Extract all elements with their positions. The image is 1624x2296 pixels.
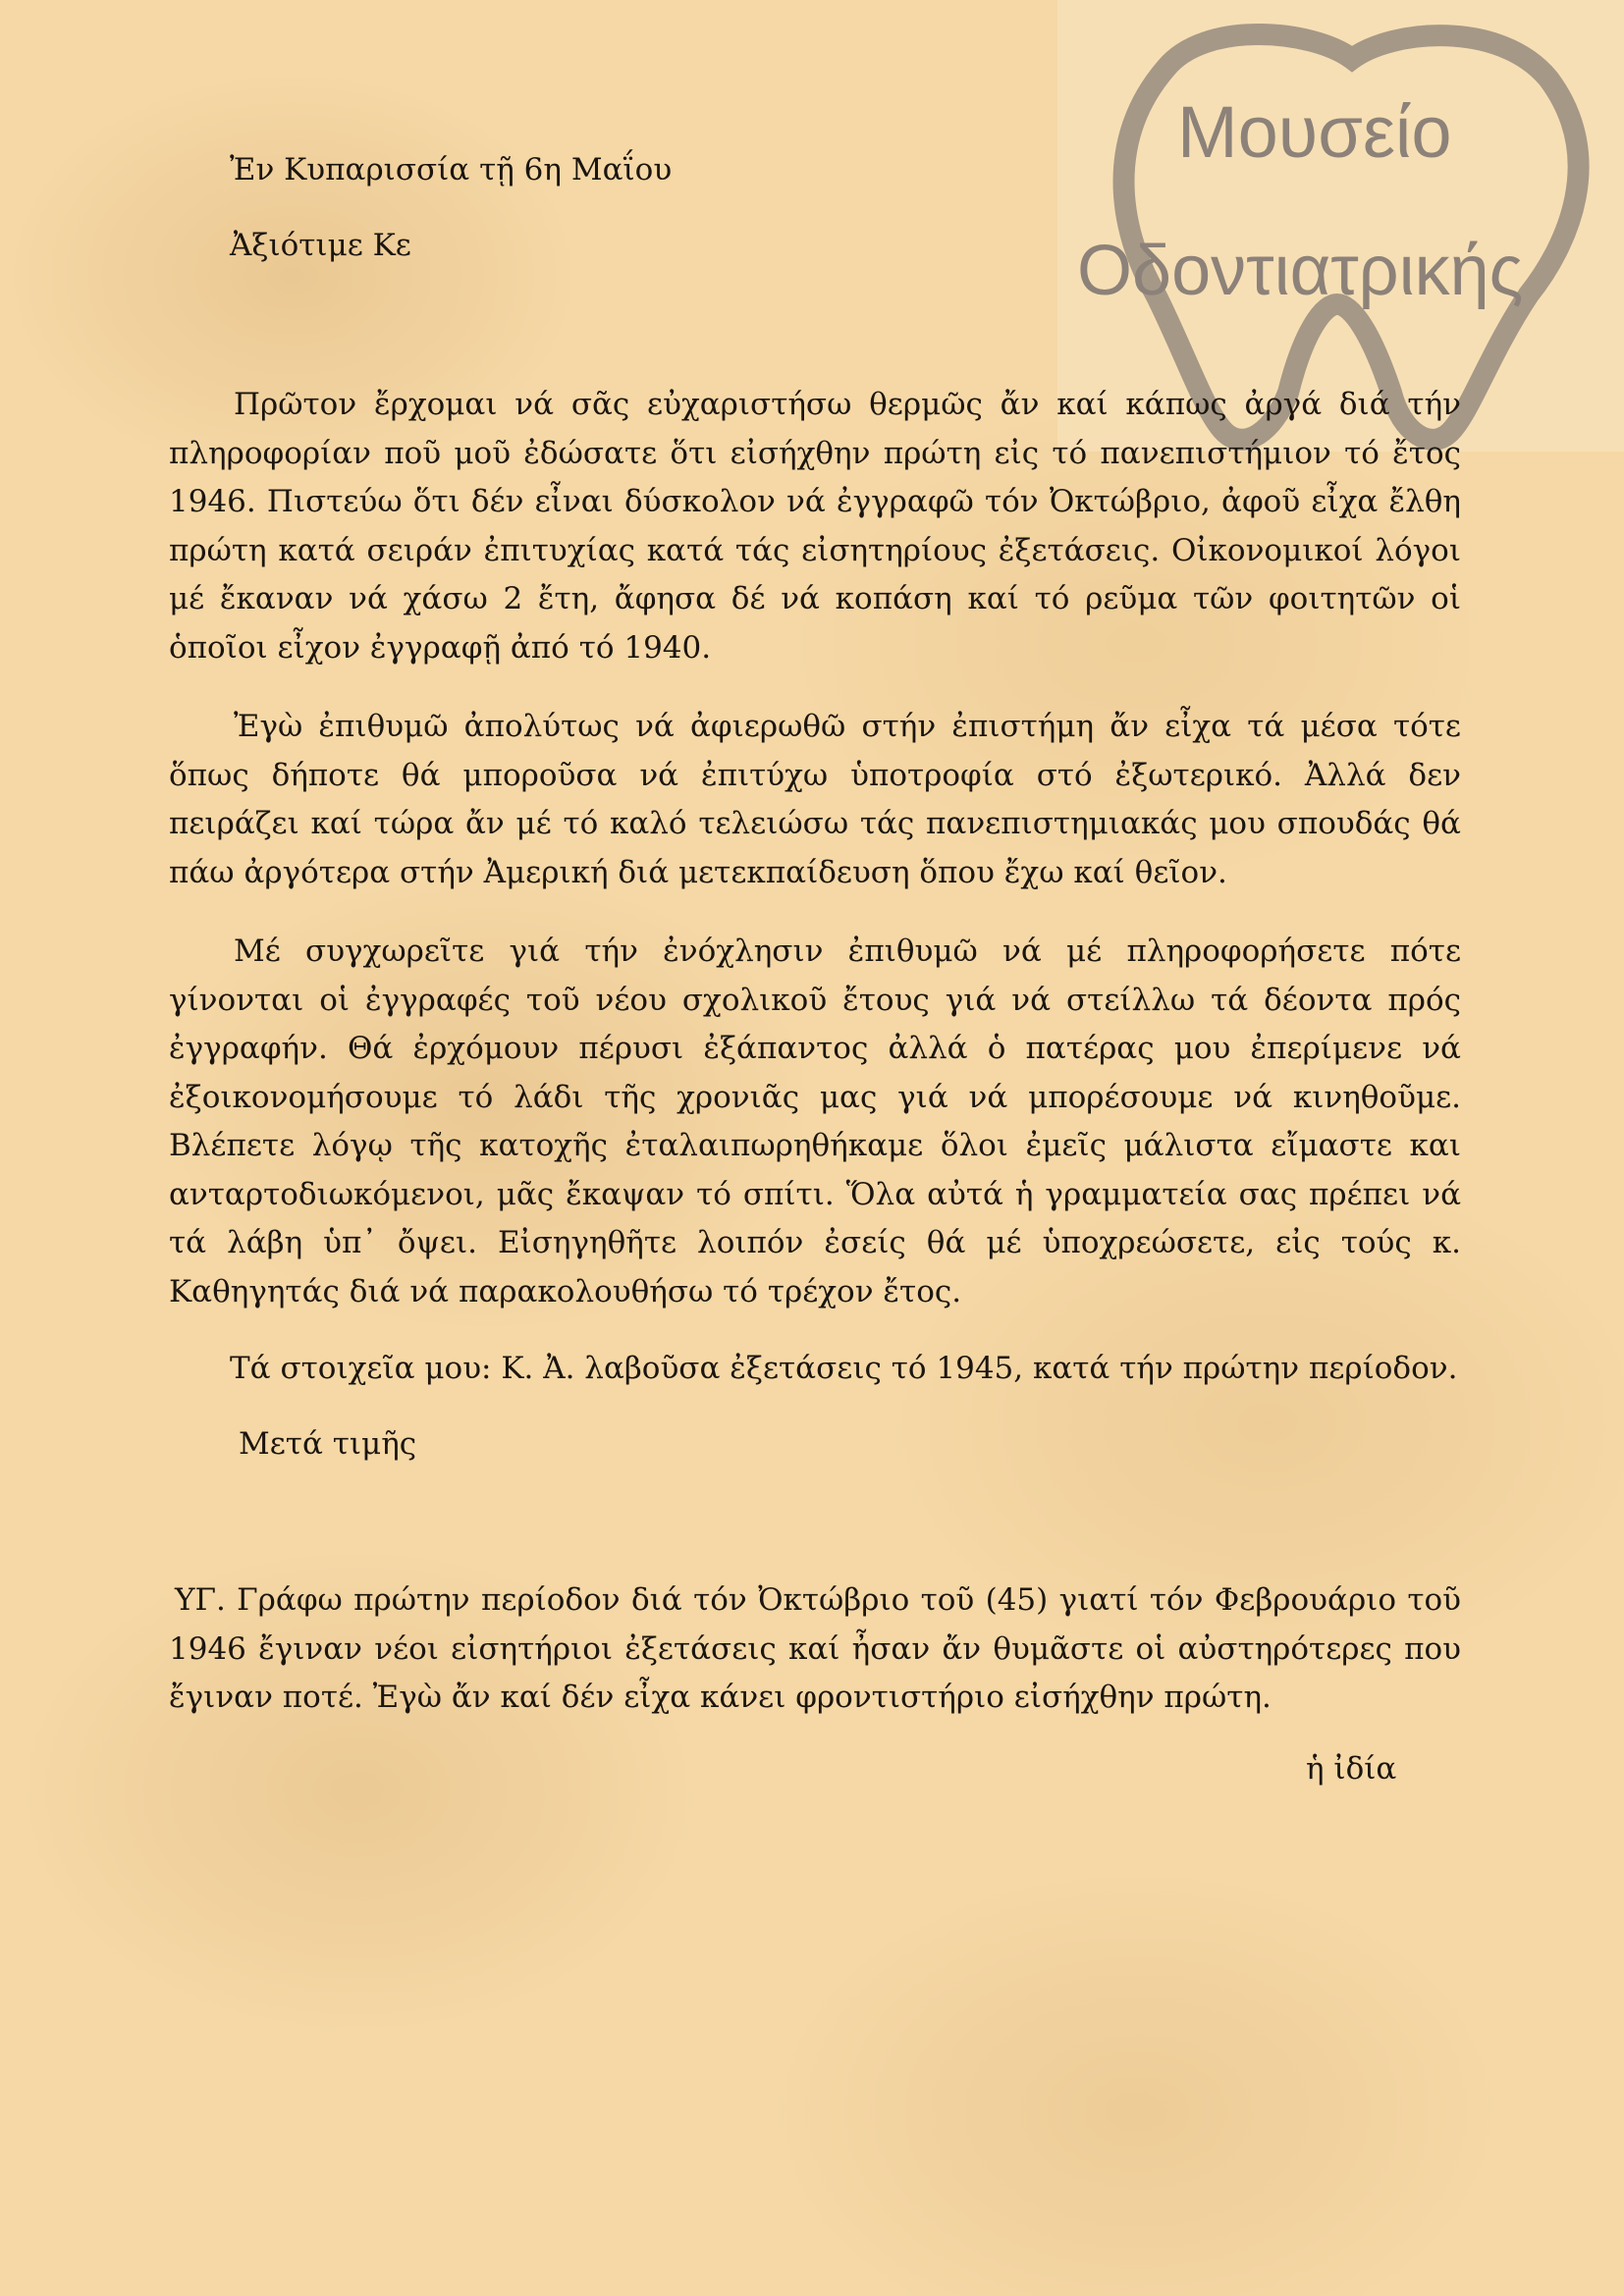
letter-salutation: Ἀξιότιμε Κε: [230, 228, 411, 263]
letter-paragraph-2: Ἐγὼ ἐπιθυμῶ ἀπολύτως νά ἀφιερωθῶ στήν ἐπιστήμη ἄν εἶχα τά μέσα τότε ὅπως δήποτε θά μποροῦσα νά ἐπιτύχω ὑποτροφία στό ἐξωτερικό. Ἀλλά δεν πειράζει καί τώρα ἄν μέ τό καλό τελειώσω τάς πανεπιστημιακάς μου σπουδάς θά πάω ἀργότερα στήν Ἀμερική διά μετεκπαίδευση ὅπου ἔχω καί θεῖον.: [169, 709, 1461, 890]
letter-paragraph-3: Μέ συγχωρεῖτε γιά τήν ἐνόχλησιν ἐπιθυμῶ νά μέ πληροφορήσετε πότε γίνονται οἱ ἐγγραφές τοῦ νέου σχολικοῦ ἔτους γιά νά στείλλω τά δέοντα πρός ἐγγραφήν. Θά ἐρχόμουν πέρυσι ἐξάπαντος ἀλλά ὁ πατέρας μου ἐπερίμενε νά ἐξοικονομήσουμε τό λάδι τῆς χρονιᾶς μας γιά νά μπορέσουμε νά κινηθοῦμε. Βλέπετε λόγῳ τῆς κατοχῆς ἐταλαιπωρηθήκαμε ὅλοι ἐμεῖς μάλιστα εἴμαστε και ανταρτοδιωκόμενοι, μᾶς ἔκαψαν τό σπίτι. Ὅλα αὐτά ἡ γραμματεία σας πρέπει νά τά λάβη ὑπ᾽ ὄψει. Εἰσηγηθῆτε λοιπόν ἐσείς θά μέ ὑποχρεώσετε, εἰς τούς κ. Καθηγητάς διά νά παρακολουθήσω τό τρέχον ἔτος.: [169, 934, 1461, 1309]
letter-signature: ἡ ἰδία: [1306, 1751, 1397, 1787]
letter-postscript: ΥΓ. Γράφω πρώτην περίοδον διά τόν Ὀκτώβριο τοῦ (45) γιατί τόν Φεβρουάριο τοῦ 1946 ἔγιναν νέοι εἰσητήριοι ἐξετάσεις καί ἦσαν ἄν θυμᾶστε οἱ αὐστηρότερες που ἔγιναν ποτέ. Ἐγὼ ἄν καί δέν εἶχα κάνει φροντιστήριο εἰσήχθην πρώτη.: [169, 1582, 1461, 1715]
letter-date: Ἐν Κυπαρισσία τῇ 6η Μαΐου: [230, 152, 673, 187]
letter-closing: Μετά τιμῆς: [239, 1426, 417, 1462]
letter-paragraph-4: Τά στοιχεῖα μου: Κ. Ἀ. λαβοῦσα ἐξετάσεις τό 1945, κατά τήν πρώτην περίοδον.: [230, 1351, 1458, 1386]
watermark-line-1: Μουσείο: [1177, 91, 1452, 173]
letter-paragraph-1: Πρῶτον ἔρχομαι νά σᾶς εὐχαριστήσω θερμῶς ἄν καί κάπως ἀργά διά τήν πληροφορίαν ποῦ μοῦ ἐδώσατε ὅτι εἰσήχθην πρώτη εἰς τό πανεπιστήμιον τό ἔτος 1946. Πιστεύω ὅτι δέν εἶναι δύσκολον νά ἐγγραφῶ τόν Ὀκτώβριο, ἀφοῦ εἶχα ἔλθη πρώτη κατά σειράν ἐπιτυχίας κατά τάς εἰσητηρίους ἐξετάσεις. Οἰκονομικοί λόγοι μέ ἔκαναν νά χάσω 2 ἔτη, ἄφησα δέ νά κοπάση καί τό ρεῦμα τῶν φοιτητῶν οἱ ὁποῖοι εἶχον ἐγγραφῇ ἀπό τό 1940.: [169, 387, 1461, 666]
watermark-line-2: Οδοντιατρικής: [1077, 232, 1524, 310]
